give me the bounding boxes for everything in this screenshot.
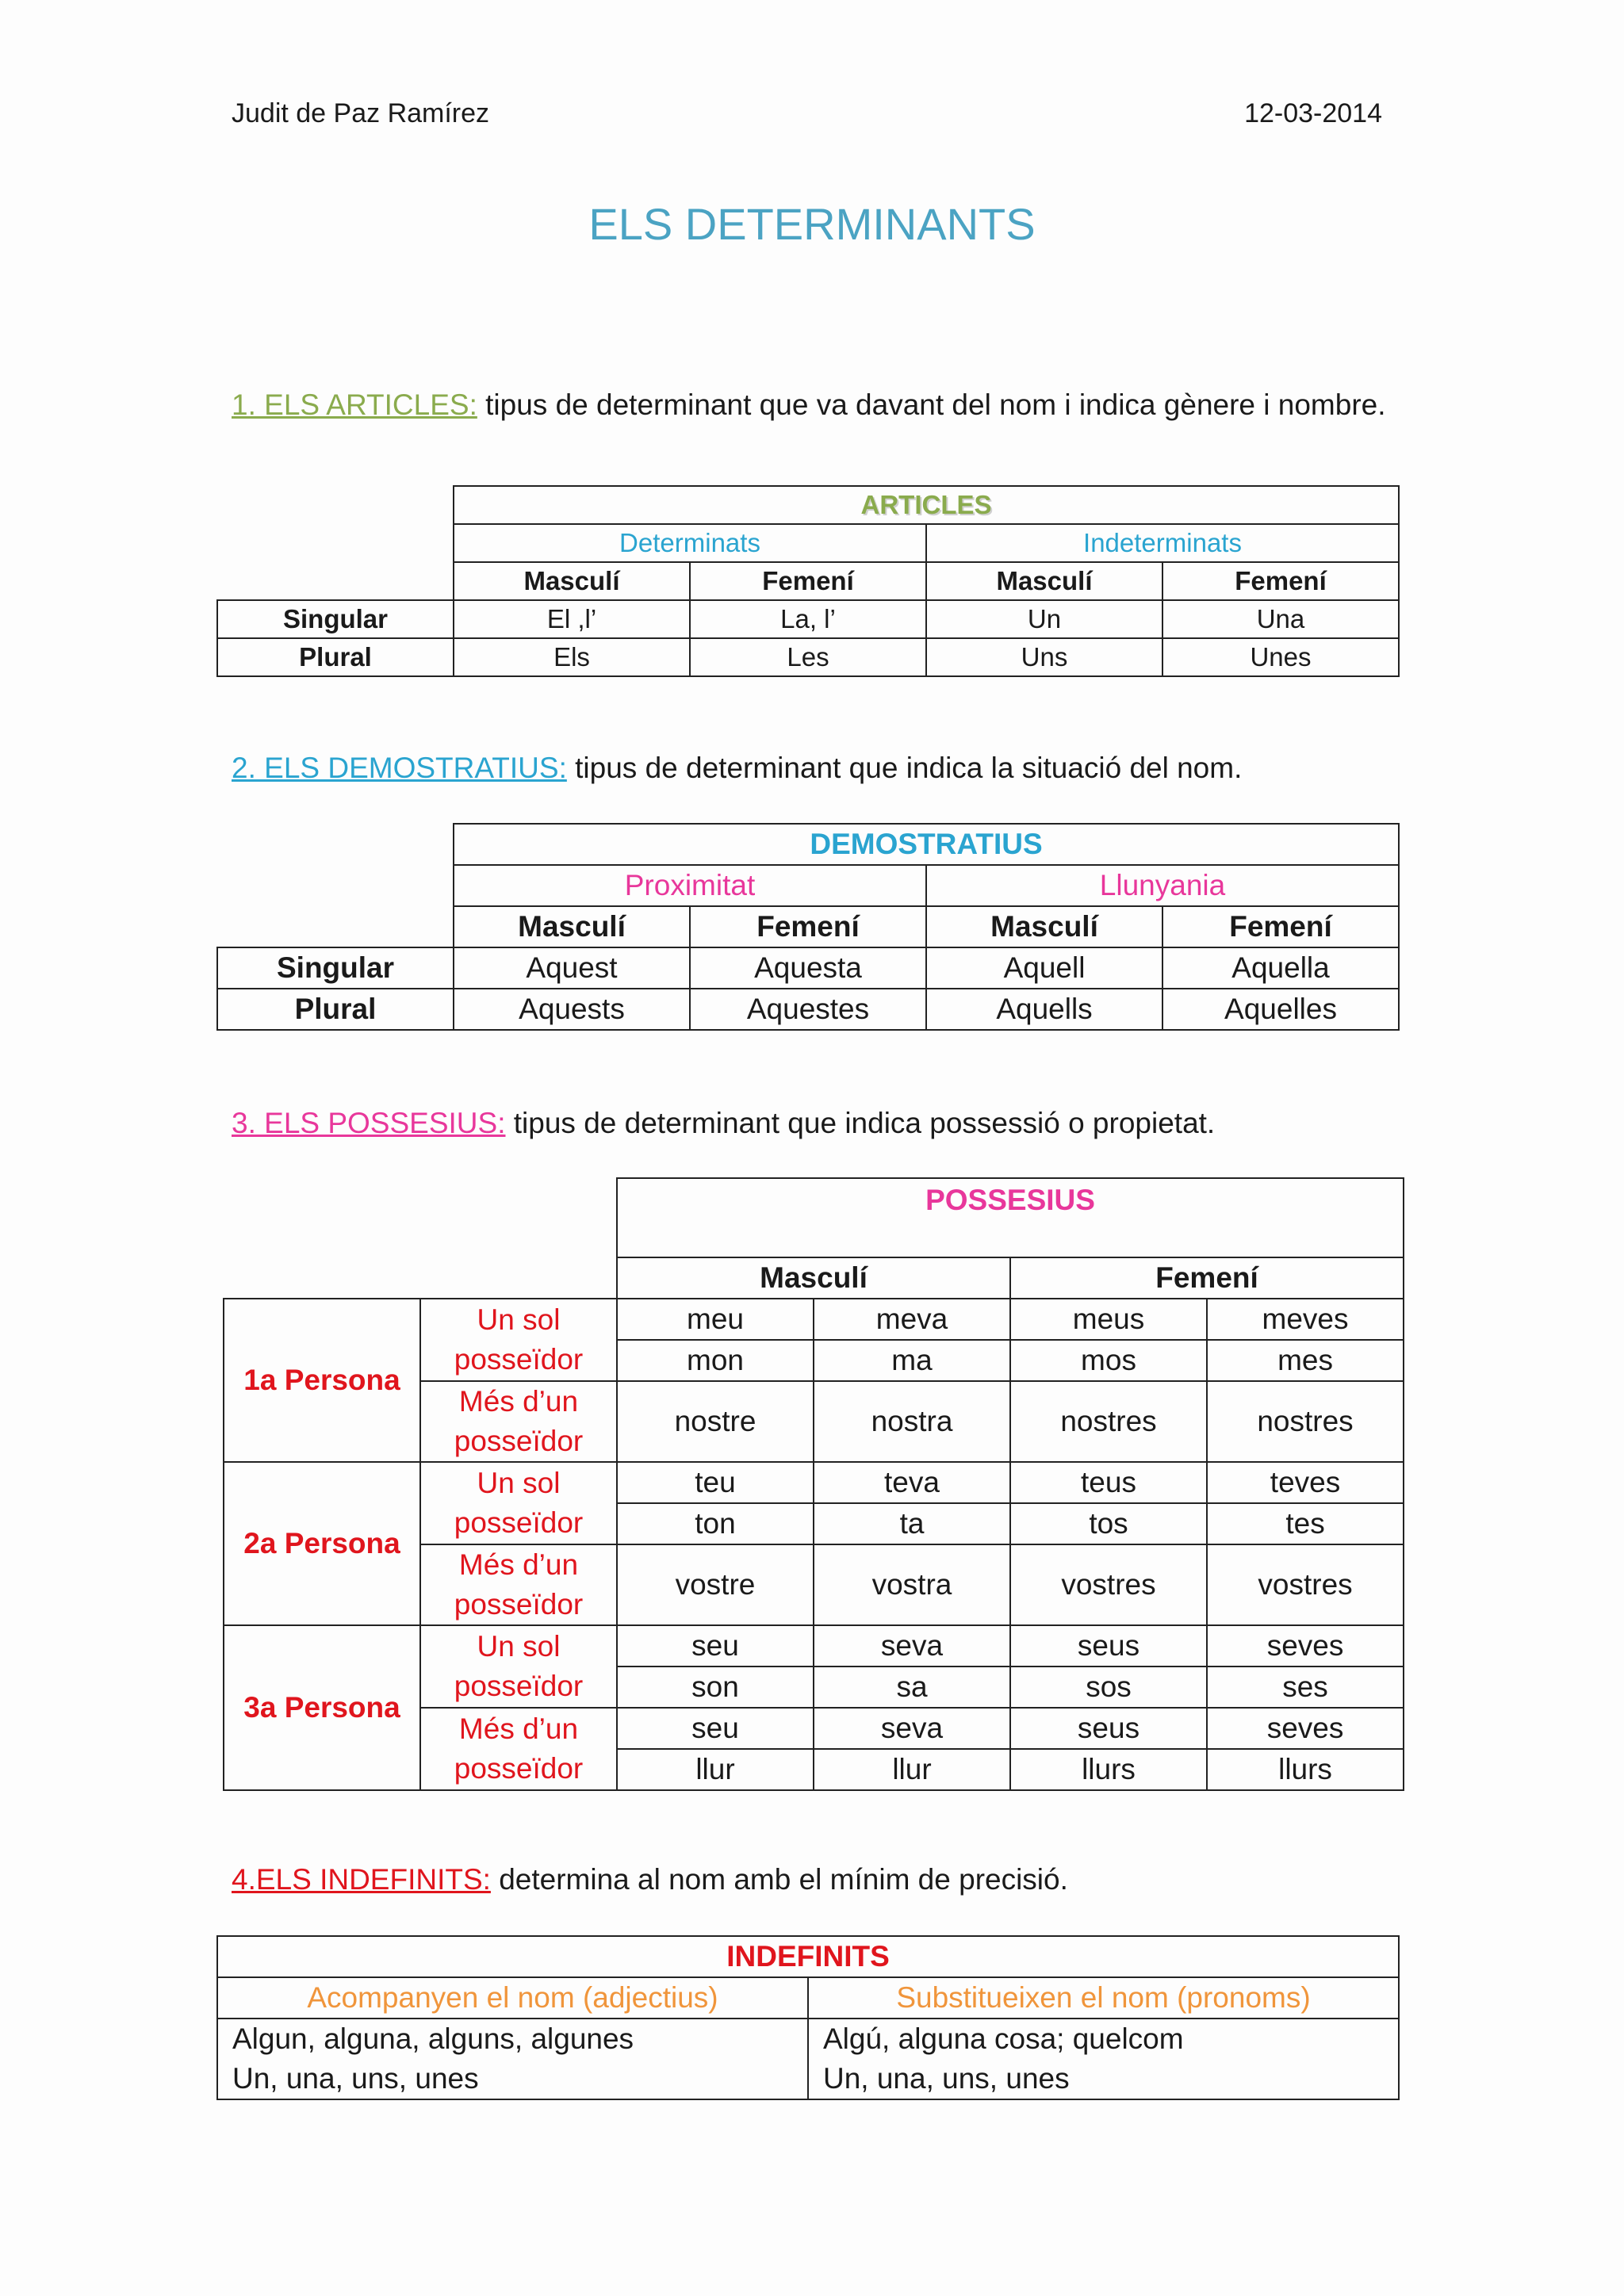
section-description: tipus de determinant que va davant del nom i indica gènere i nombre. bbox=[477, 388, 1386, 421]
row-label: Singular bbox=[217, 947, 454, 989]
owner-label: Més d’un posseïdor bbox=[420, 1708, 617, 1790]
table-cell: Unes bbox=[1162, 638, 1399, 676]
table-cell: ton bbox=[617, 1503, 814, 1544]
cell-line: Algú, alguna cosa; quelcom bbox=[823, 2022, 1184, 2055]
table-row bbox=[224, 1299, 1404, 1340]
table-cell: seus bbox=[1010, 1708, 1207, 1749]
table-cell bbox=[808, 2019, 1399, 2099]
table-corner bbox=[217, 824, 454, 865]
table-cell: seva bbox=[814, 1708, 1010, 1749]
gender-header: Femení bbox=[690, 906, 926, 947]
table-cell: Aquestes bbox=[690, 989, 926, 1030]
indefinits-table bbox=[216, 1935, 1400, 2100]
author-name: Judit de Paz Ramírez bbox=[232, 98, 490, 128]
table-cell: Aquelles bbox=[1162, 989, 1399, 1030]
gender-header: Femení bbox=[1010, 1257, 1404, 1299]
table-corner bbox=[224, 1178, 617, 1257]
table-cell: nostres bbox=[1207, 1381, 1404, 1462]
section-possesius-heading bbox=[232, 1107, 1215, 1140]
section-label: 3. ELS POSSESIUS: bbox=[232, 1107, 506, 1139]
table-corner bbox=[217, 562, 454, 600]
table-title: POSSESIUS bbox=[617, 1178, 1404, 1257]
possesius-table bbox=[223, 1177, 1404, 1791]
gender-header: Masculí bbox=[926, 562, 1162, 600]
table-cell: Uns bbox=[926, 638, 1162, 676]
group-header: Indeterminats bbox=[926, 524, 1399, 562]
table-cell: Els bbox=[454, 638, 690, 676]
table-cell: nostra bbox=[814, 1381, 1010, 1462]
gender-header: Femení bbox=[1162, 906, 1399, 947]
table-row bbox=[217, 989, 1399, 1030]
table-cell: tes bbox=[1207, 1503, 1404, 1544]
table-row bbox=[217, 600, 1399, 638]
table-title: INDEFINITS bbox=[217, 1936, 1399, 1977]
table-cell: mes bbox=[1207, 1340, 1404, 1381]
table-cell: Aquella bbox=[1162, 947, 1399, 989]
section-indefinits-heading bbox=[232, 1863, 1068, 1896]
table-cell: Les bbox=[690, 638, 926, 676]
table-corner bbox=[217, 865, 454, 906]
owner-label: Més d’un posseïdor bbox=[420, 1544, 617, 1625]
row-label: Plural bbox=[217, 638, 454, 676]
owner-label: Un sol posseïdor bbox=[420, 1462, 617, 1544]
section-label: 1. ELS ARTICLES: bbox=[232, 388, 477, 421]
group-header: Determinats bbox=[454, 524, 926, 562]
owner-label: Un sol posseïdor bbox=[420, 1299, 617, 1381]
table-cell: meva bbox=[814, 1299, 1010, 1340]
column-header: Substitueixen el nom (pronoms) bbox=[808, 1977, 1399, 2019]
row-label: Plural bbox=[217, 989, 454, 1030]
cell-line: Un, una, uns, unes bbox=[823, 2062, 1070, 2095]
owner-label: Més d’un posseïdor bbox=[420, 1381, 617, 1462]
table-corner bbox=[217, 524, 454, 562]
table-cell: teves bbox=[1207, 1462, 1404, 1503]
table-cell: Aquell bbox=[926, 947, 1162, 989]
column-header: Acompanyen el nom (adjectius) bbox=[217, 1977, 808, 2019]
table-cell: vostres bbox=[1207, 1544, 1404, 1625]
table-cell bbox=[217, 2019, 808, 2099]
table-cell: vostre bbox=[617, 1544, 814, 1625]
table-cell: meu bbox=[617, 1299, 814, 1340]
table-cell: llurs bbox=[1207, 1749, 1404, 1790]
table-corner bbox=[217, 486, 454, 524]
table-cell: Aquesta bbox=[690, 947, 926, 989]
table-cell: teva bbox=[814, 1462, 1010, 1503]
document-date: 12-03-2014 bbox=[1244, 98, 1382, 128]
gender-header: Femení bbox=[1162, 562, 1399, 600]
table-corner bbox=[224, 1257, 617, 1299]
table-cell: ta bbox=[814, 1503, 1010, 1544]
table-cell: seu bbox=[617, 1708, 814, 1749]
section-description: determina al nom amb el mínim de precisió. bbox=[490, 1863, 1068, 1896]
section-articles-heading bbox=[232, 388, 1386, 422]
table-cell: sa bbox=[814, 1667, 1010, 1708]
owner-label: Un sol posseïdor bbox=[420, 1625, 617, 1708]
page-title: ELS DETERMINANTS bbox=[588, 199, 1036, 249]
demostratius-table bbox=[216, 823, 1400, 1031]
table-cell: teu bbox=[617, 1462, 814, 1503]
table-cell: llurs bbox=[1010, 1749, 1207, 1790]
table-cell: nostres bbox=[1010, 1381, 1207, 1462]
table-title: ARTICLES bbox=[454, 486, 1399, 524]
table-cell: sos bbox=[1010, 1667, 1207, 1708]
table-cell: La, l’ bbox=[690, 600, 926, 638]
table-cell: nostre bbox=[617, 1381, 814, 1462]
section-description: tipus de determinant que indica la situació del nom. bbox=[566, 752, 1243, 784]
section-label: 4.ELS INDEFINITS: bbox=[232, 1863, 491, 1896]
table-cell: Una bbox=[1162, 600, 1399, 638]
table-cell: vostres bbox=[1010, 1544, 1207, 1625]
table-cell: meus bbox=[1010, 1299, 1207, 1340]
cell-line: Algun, alguna, alguns, algunes bbox=[232, 2022, 634, 2055]
table-cell: Aquests bbox=[454, 989, 690, 1030]
table-cell: mon bbox=[617, 1340, 814, 1381]
table-row bbox=[217, 2019, 1399, 2099]
table-cell: seves bbox=[1207, 1625, 1404, 1667]
table-cell: seves bbox=[1207, 1708, 1404, 1749]
section-description: tipus de determinant que indica possessió o propietat. bbox=[505, 1107, 1216, 1139]
gender-header: Masculí bbox=[454, 906, 690, 947]
table-cell: llur bbox=[617, 1749, 814, 1790]
section-label: 2. ELS DEMOSTRATIUS: bbox=[232, 752, 567, 784]
table-cell: son bbox=[617, 1667, 814, 1708]
section-demostratius-heading bbox=[232, 752, 1242, 785]
table-corner bbox=[217, 906, 454, 947]
table-cell: seus bbox=[1010, 1625, 1207, 1667]
table-cell: ma bbox=[814, 1340, 1010, 1381]
gender-header: Masculí bbox=[926, 906, 1162, 947]
person-label: 1a Persona bbox=[224, 1299, 420, 1462]
table-row bbox=[224, 1462, 1404, 1503]
table-cell: ses bbox=[1207, 1667, 1404, 1708]
table-cell: mos bbox=[1010, 1340, 1207, 1381]
gender-header: Femení bbox=[690, 562, 926, 600]
gender-header: Masculí bbox=[454, 562, 690, 600]
table-cell: tos bbox=[1010, 1503, 1207, 1544]
table-cell: Aquells bbox=[926, 989, 1162, 1030]
table-cell: El ,l’ bbox=[454, 600, 690, 638]
table-row bbox=[217, 947, 1399, 989]
person-label: 3a Persona bbox=[224, 1625, 420, 1790]
table-cell: vostra bbox=[814, 1544, 1010, 1625]
person-label: 2a Persona bbox=[224, 1462, 420, 1625]
table-cell: llur bbox=[814, 1749, 1010, 1790]
row-label: Singular bbox=[217, 600, 454, 638]
cell-line: Un, una, uns, unes bbox=[232, 2062, 479, 2095]
table-cell: seva bbox=[814, 1625, 1010, 1667]
table-cell: teus bbox=[1010, 1462, 1207, 1503]
table-cell: meves bbox=[1207, 1299, 1404, 1340]
table-row bbox=[224, 1625, 1404, 1667]
table-row bbox=[217, 638, 1399, 676]
table-cell: Un bbox=[926, 600, 1162, 638]
group-header: Proximitat bbox=[454, 865, 926, 906]
table-cell: seu bbox=[617, 1625, 814, 1667]
gender-header: Masculí bbox=[617, 1257, 1010, 1299]
table-title: DEMOSTRATIUS bbox=[454, 824, 1399, 865]
table-cell: Aquest bbox=[454, 947, 690, 989]
articles-table bbox=[216, 485, 1400, 677]
group-header: Llunyania bbox=[926, 865, 1399, 906]
